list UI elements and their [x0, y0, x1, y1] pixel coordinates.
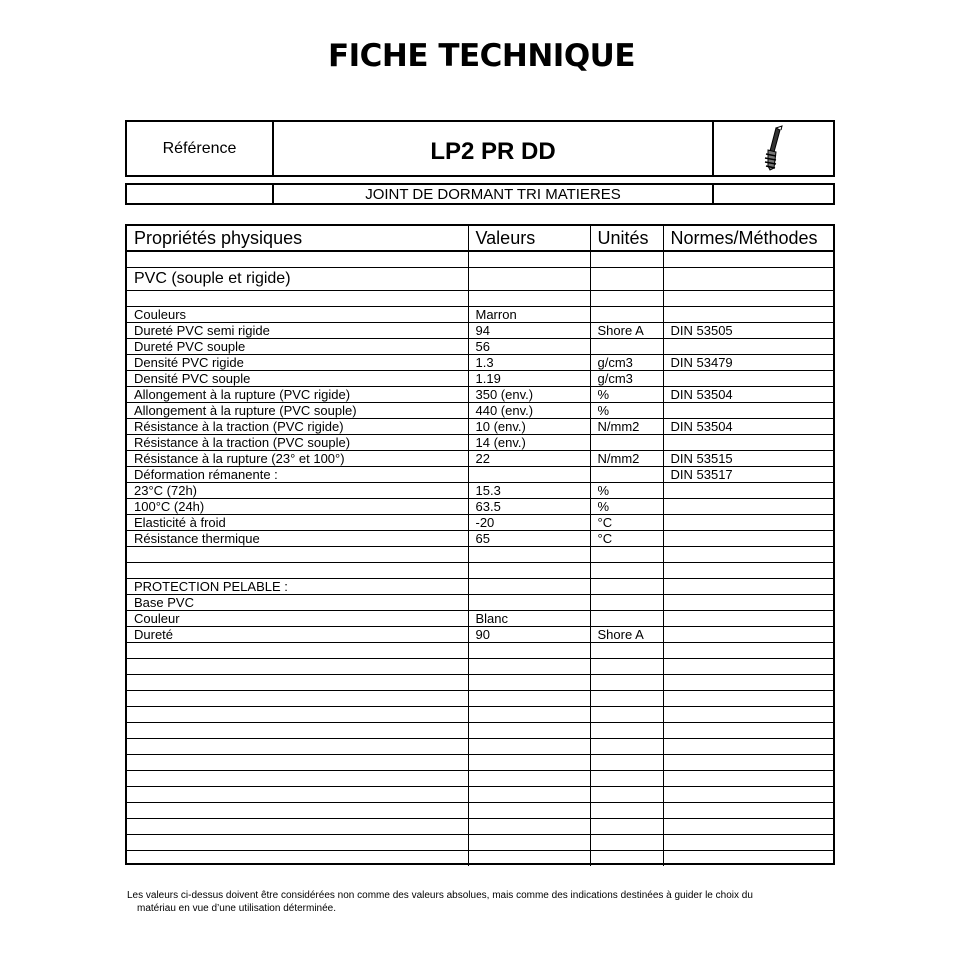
- standard-cell: [663, 563, 833, 579]
- unit-cell: [590, 291, 663, 307]
- table-row: [127, 707, 833, 723]
- value-cell: [468, 675, 590, 691]
- value-cell: [468, 787, 590, 803]
- unit-cell: [590, 435, 663, 451]
- table-row: [127, 371, 833, 387]
- footnote-line-1: Les valeurs ci-dessus doivent être considérées non comme des valeurs absolues, mais comme des indications destinées à guider le choix du: [127, 890, 753, 901]
- reference-code: LP2 PR DD: [274, 122, 714, 175]
- property-cell: Base PVC: [127, 595, 468, 611]
- header-values: Valeurs: [468, 226, 590, 251]
- unit-cell: [590, 819, 663, 835]
- table-row: [127, 643, 833, 659]
- value-cell: Marron: [468, 307, 590, 323]
- unit-cell: [590, 787, 663, 803]
- unit-cell: %: [590, 403, 663, 419]
- table-row: [127, 435, 833, 451]
- property-cell: [127, 563, 468, 579]
- property-cell: Résistance à la rupture (23° et 100°): [127, 451, 468, 467]
- table-row: [127, 307, 833, 323]
- footnote-line-2: matériau en vue d’une utilisation déterminée.: [137, 903, 337, 914]
- unit-cell: [590, 268, 663, 291]
- property-cell: [127, 739, 468, 755]
- table-row: [127, 579, 833, 595]
- value-cell: [468, 819, 590, 835]
- table-row: [127, 531, 833, 547]
- property-cell: Couleurs: [127, 307, 468, 323]
- value-cell: [468, 251, 590, 268]
- value-cell: 10 (env.): [468, 419, 590, 435]
- standard-cell: [663, 835, 833, 851]
- property-cell: Résistance thermique: [127, 531, 468, 547]
- table-row: [127, 755, 833, 771]
- unit-cell: %: [590, 483, 663, 499]
- value-cell: [468, 707, 590, 723]
- value-cell: [468, 691, 590, 707]
- property-cell: [127, 643, 468, 659]
- table-row: [127, 851, 833, 867]
- value-cell: 1.3: [468, 355, 590, 371]
- unit-cell: [590, 547, 663, 563]
- properties-table-box: [125, 224, 835, 865]
- property-cell: Couleur: [127, 611, 468, 627]
- table-row: [127, 515, 833, 531]
- value-cell: 15.3: [468, 483, 590, 499]
- page-title: FICHE TECHNIQUE: [327, 38, 636, 74]
- property-cell: [127, 851, 468, 867]
- product-description: JOINT DE DORMANT TRI MATIERES: [274, 185, 714, 203]
- table-row: [127, 499, 833, 515]
- value-cell: [468, 835, 590, 851]
- value-cell: 350 (env.): [468, 387, 590, 403]
- property-cell: Allongement à la rupture (PVC souple): [127, 403, 468, 419]
- value-cell: 56: [468, 339, 590, 355]
- unit-cell: [590, 579, 663, 595]
- standard-cell: [663, 515, 833, 531]
- table-row: [127, 611, 833, 627]
- value-cell: 90: [468, 627, 590, 643]
- unit-cell: [590, 723, 663, 739]
- unit-cell: [590, 307, 663, 323]
- property-cell: Densité PVC rigide: [127, 355, 468, 371]
- value-cell: [468, 643, 590, 659]
- standard-cell: [663, 611, 833, 627]
- table-row: [127, 723, 833, 739]
- standard-cell: [663, 691, 833, 707]
- table-row: [127, 691, 833, 707]
- value-cell: [468, 547, 590, 563]
- value-cell: [468, 467, 590, 483]
- standard-cell: [663, 707, 833, 723]
- unit-cell: [590, 691, 663, 707]
- property-cell: [127, 755, 468, 771]
- table-row: [127, 739, 833, 755]
- standard-cell: [663, 739, 833, 755]
- table-row: [127, 819, 833, 835]
- profile-seal-icon: [714, 122, 833, 175]
- property-cell: Elasticité à froid: [127, 515, 468, 531]
- value-cell: 440 (env.): [468, 403, 590, 419]
- standard-cell: [663, 659, 833, 675]
- value-cell: [468, 579, 590, 595]
- header-units: Unités: [590, 226, 663, 251]
- section-row: [127, 268, 833, 291]
- value-cell: Blanc: [468, 611, 590, 627]
- standard-cell: [663, 291, 833, 307]
- standard-cell: [663, 268, 833, 291]
- property-cell: Dureté: [127, 627, 468, 643]
- header-properties: Propriétés physiques: [127, 226, 468, 251]
- unit-cell: [590, 467, 663, 483]
- standard-cell: DIN 53517: [663, 467, 833, 483]
- property-cell: Dureté PVC semi rigide: [127, 323, 468, 339]
- value-cell: [468, 595, 590, 611]
- standard-cell: [663, 403, 833, 419]
- value-cell: 65: [468, 531, 590, 547]
- value-cell: [468, 659, 590, 675]
- table-header-row: [127, 226, 833, 251]
- unit-cell: g/cm3: [590, 355, 663, 371]
- value-cell: [468, 851, 590, 867]
- reference-header: [125, 120, 835, 177]
- unit-cell: %: [590, 387, 663, 403]
- value-cell: 22: [468, 451, 590, 467]
- unit-cell: g/cm3: [590, 371, 663, 387]
- value-cell: 63.5: [468, 499, 590, 515]
- property-cell: [127, 291, 468, 307]
- property-cell: [127, 835, 468, 851]
- unit-cell: [590, 851, 663, 867]
- property-cell: [127, 659, 468, 675]
- unit-cell: N/mm2: [590, 451, 663, 467]
- table-row: [127, 659, 833, 675]
- value-cell: 14 (env.): [468, 435, 590, 451]
- standard-cell: [663, 579, 833, 595]
- unit-cell: [590, 643, 663, 659]
- standard-cell: [663, 483, 833, 499]
- table-row: [127, 483, 833, 499]
- value-cell: [468, 803, 590, 819]
- table-row: [127, 771, 833, 787]
- table-row: [127, 787, 833, 803]
- value-cell: [468, 268, 590, 291]
- table-row: [127, 355, 833, 371]
- property-cell: Dureté PVC souple: [127, 339, 468, 355]
- property-cell: [127, 675, 468, 691]
- table-row: [127, 835, 833, 851]
- standard-cell: [663, 307, 833, 323]
- unit-cell: [590, 803, 663, 819]
- property-cell: [127, 691, 468, 707]
- standard-cell: [663, 723, 833, 739]
- standard-cell: DIN 53504: [663, 419, 833, 435]
- standard-cell: [663, 435, 833, 451]
- value-cell: [468, 739, 590, 755]
- unit-cell: [590, 675, 663, 691]
- value-cell: 1.19: [468, 371, 590, 387]
- unit-cell: N/mm2: [590, 419, 663, 435]
- property-cell: Densité PVC souple: [127, 371, 468, 387]
- table-row: [127, 387, 833, 403]
- property-cell: 100°C (24h): [127, 499, 468, 515]
- standard-cell: [663, 371, 833, 387]
- standard-cell: DIN 53505: [663, 323, 833, 339]
- standard-cell: [663, 787, 833, 803]
- unit-cell: [590, 339, 663, 355]
- table-row: [127, 419, 833, 435]
- standard-cell: [663, 675, 833, 691]
- property-cell: Allongement à la rupture (PVC rigide): [127, 387, 468, 403]
- value-cell: [468, 771, 590, 787]
- property-cell: PROTECTION PELABLE :: [127, 579, 468, 595]
- unit-cell: [590, 835, 663, 851]
- table-row: [127, 339, 833, 355]
- table-row: [127, 627, 833, 643]
- standard-cell: [663, 755, 833, 771]
- table-row: [127, 403, 833, 419]
- standard-cell: [663, 339, 833, 355]
- table-row: [127, 547, 833, 563]
- description-blank-cell: [127, 185, 274, 203]
- unit-cell: [590, 251, 663, 268]
- table-row: [127, 251, 833, 268]
- standard-cell: [663, 819, 833, 835]
- standard-cell: DIN 53479: [663, 355, 833, 371]
- property-cell: Résistance à la traction (PVC rigide): [127, 419, 468, 435]
- standard-cell: [663, 499, 833, 515]
- unit-cell: [590, 611, 663, 627]
- unit-cell: [590, 707, 663, 723]
- value-cell: -20: [468, 515, 590, 531]
- unit-cell: [590, 659, 663, 675]
- standard-cell: [663, 595, 833, 611]
- table-body: [127, 251, 833, 866]
- unit-cell: [590, 771, 663, 787]
- value-cell: 94: [468, 323, 590, 339]
- table-row: [127, 675, 833, 691]
- table-row: [127, 323, 833, 339]
- standard-cell: DIN 53504: [663, 387, 833, 403]
- standard-cell: [663, 803, 833, 819]
- unit-cell: [590, 755, 663, 771]
- unit-cell: °C: [590, 531, 663, 547]
- property-cell: PVC (souple et rigide): [127, 268, 468, 291]
- value-cell: [468, 723, 590, 739]
- header-standards: Normes/Méthodes: [663, 226, 833, 251]
- reference-label: Référence: [127, 122, 274, 175]
- property-cell: [127, 803, 468, 819]
- property-cell: 23°C (72h): [127, 483, 468, 499]
- unit-cell: [590, 595, 663, 611]
- table-row: [127, 595, 833, 611]
- table-row: [127, 803, 833, 819]
- unit-cell: %: [590, 499, 663, 515]
- properties-table: [127, 226, 833, 866]
- property-cell: [127, 723, 468, 739]
- table-row: [127, 291, 833, 307]
- value-cell: [468, 563, 590, 579]
- unit-cell: [590, 563, 663, 579]
- disclaimer-footnote: [127, 889, 827, 915]
- product-description-bar: [125, 183, 835, 205]
- table-row: [127, 467, 833, 483]
- property-cell: Résistance à la traction (PVC souple): [127, 435, 468, 451]
- unit-cell: °C: [590, 515, 663, 531]
- standard-cell: DIN 53515: [663, 451, 833, 467]
- property-cell: [127, 771, 468, 787]
- standard-cell: [663, 627, 833, 643]
- table-row: [127, 563, 833, 579]
- standard-cell: [663, 851, 833, 867]
- property-cell: [127, 251, 468, 268]
- standard-cell: [663, 771, 833, 787]
- property-cell: [127, 787, 468, 803]
- unit-cell: Shore A: [590, 323, 663, 339]
- unit-cell: [590, 739, 663, 755]
- unit-cell: Shore A: [590, 627, 663, 643]
- property-cell: [127, 819, 468, 835]
- property-cell: Déformation rémanente :: [127, 467, 468, 483]
- standard-cell: [663, 531, 833, 547]
- standard-cell: [663, 251, 833, 268]
- value-cell: [468, 291, 590, 307]
- standard-cell: [663, 643, 833, 659]
- table-row: [127, 451, 833, 467]
- standard-cell: [663, 547, 833, 563]
- property-cell: [127, 547, 468, 563]
- property-cell: [127, 707, 468, 723]
- value-cell: [468, 755, 590, 771]
